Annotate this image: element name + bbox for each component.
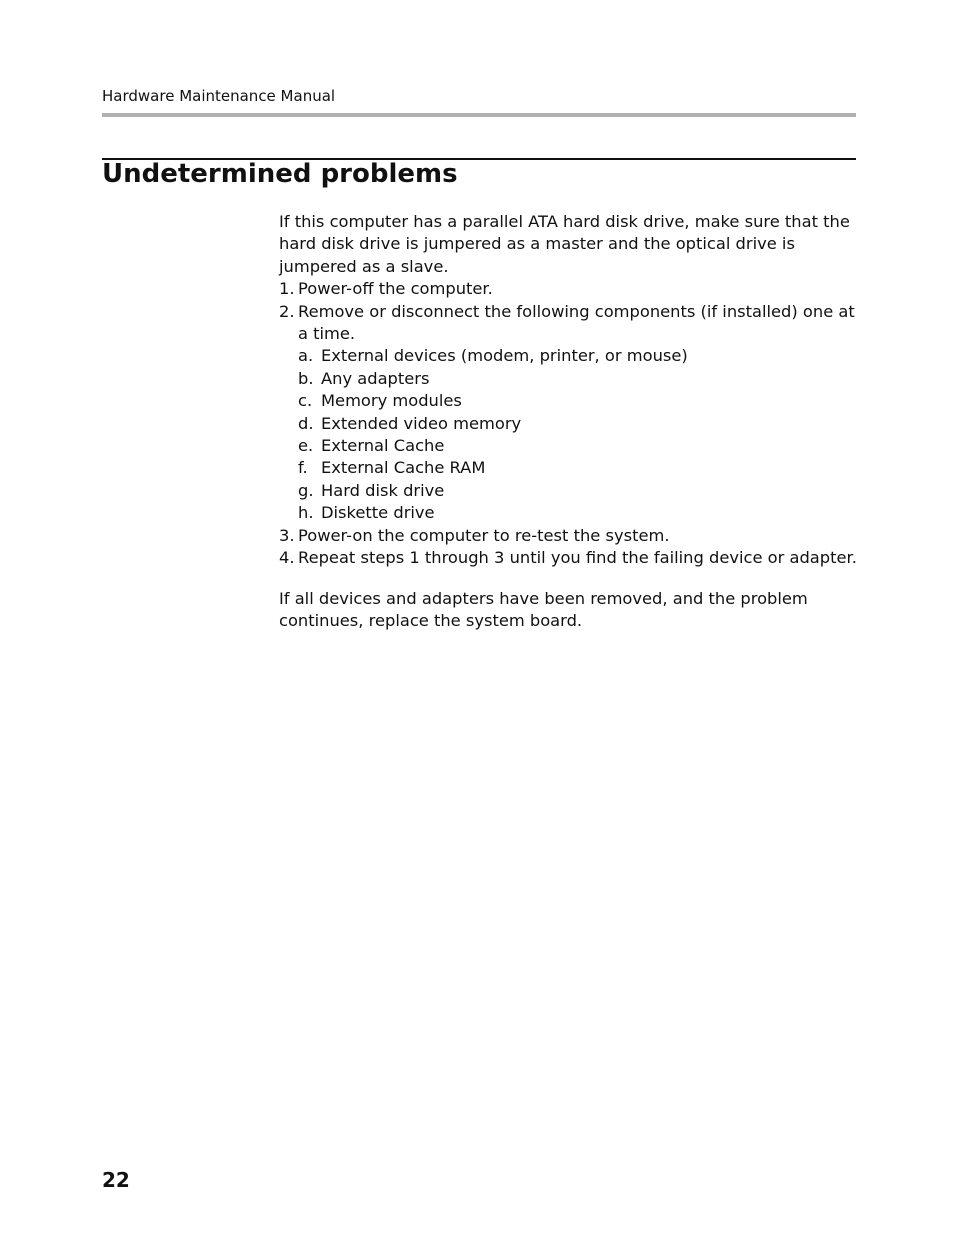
- step-number: 3.: [279, 525, 295, 545]
- header-rule: [102, 113, 856, 117]
- list-item: [279, 547, 857, 569]
- substeps-list: [298, 345, 857, 524]
- list-item: [298, 345, 857, 367]
- list-item: [298, 390, 857, 412]
- list-item: [279, 525, 857, 547]
- list-item: [298, 480, 857, 502]
- step-text: Repeat steps 1 through 3 until you find the failing device or adapter.: [298, 548, 857, 568]
- list-item: [298, 368, 857, 390]
- intro-paragraph: If this computer has a parallel ATA hard disk drive, make sure that the hard disk drive is jumpered as a master and the optical drive is jumpered as a slave.: [279, 212, 850, 276]
- section-title: Undetermined problems: [102, 159, 458, 189]
- substep-text: External Cache RAM: [321, 458, 486, 478]
- list-item: [279, 301, 857, 525]
- substep-text: Hard disk drive: [321, 480, 445, 500]
- substep-text: Extended video memory: [321, 413, 522, 433]
- substep-letter: h.: [298, 503, 314, 523]
- substep-letter: d.: [298, 413, 314, 433]
- substep-letter: e.: [298, 436, 314, 456]
- substep-text: Diskette drive: [321, 503, 435, 523]
- step-text: Remove or disconnect the following components (if installed) one at a time.: [298, 301, 855, 344]
- list-item: [298, 457, 857, 479]
- substep-letter: f.: [298, 458, 308, 478]
- step-number: 4.: [279, 548, 295, 568]
- body-text: [279, 211, 857, 632]
- step-number: 1.: [279, 279, 295, 299]
- list-item: [298, 502, 857, 524]
- substep-text: Any adapters: [321, 368, 430, 388]
- substep-text: External devices (modem, printer, or mouse): [321, 346, 688, 366]
- step-number: 2.: [279, 301, 295, 321]
- substep-letter: a.: [298, 346, 314, 366]
- step-content: [298, 301, 857, 525]
- substep-letter: g.: [298, 480, 314, 500]
- list-item: [279, 278, 857, 300]
- substep-text: Memory modules: [321, 391, 462, 411]
- steps-list: [279, 278, 857, 569]
- page-number: 22: [102, 1168, 130, 1192]
- list-item: [298, 413, 857, 435]
- substep-text: External Cache: [321, 436, 445, 456]
- step-text: Power-on the computer to re-test the system.: [298, 525, 670, 545]
- running-header: Hardware Maintenance Manual: [102, 87, 336, 105]
- substep-letter: b.: [298, 368, 314, 388]
- substep-letter: c.: [298, 391, 313, 411]
- closing-paragraph: If all devices and adapters have been removed, and the problem continues, replace the system board.: [279, 588, 808, 630]
- list-item: [298, 435, 857, 457]
- step-text: Power-off the computer.: [298, 279, 493, 299]
